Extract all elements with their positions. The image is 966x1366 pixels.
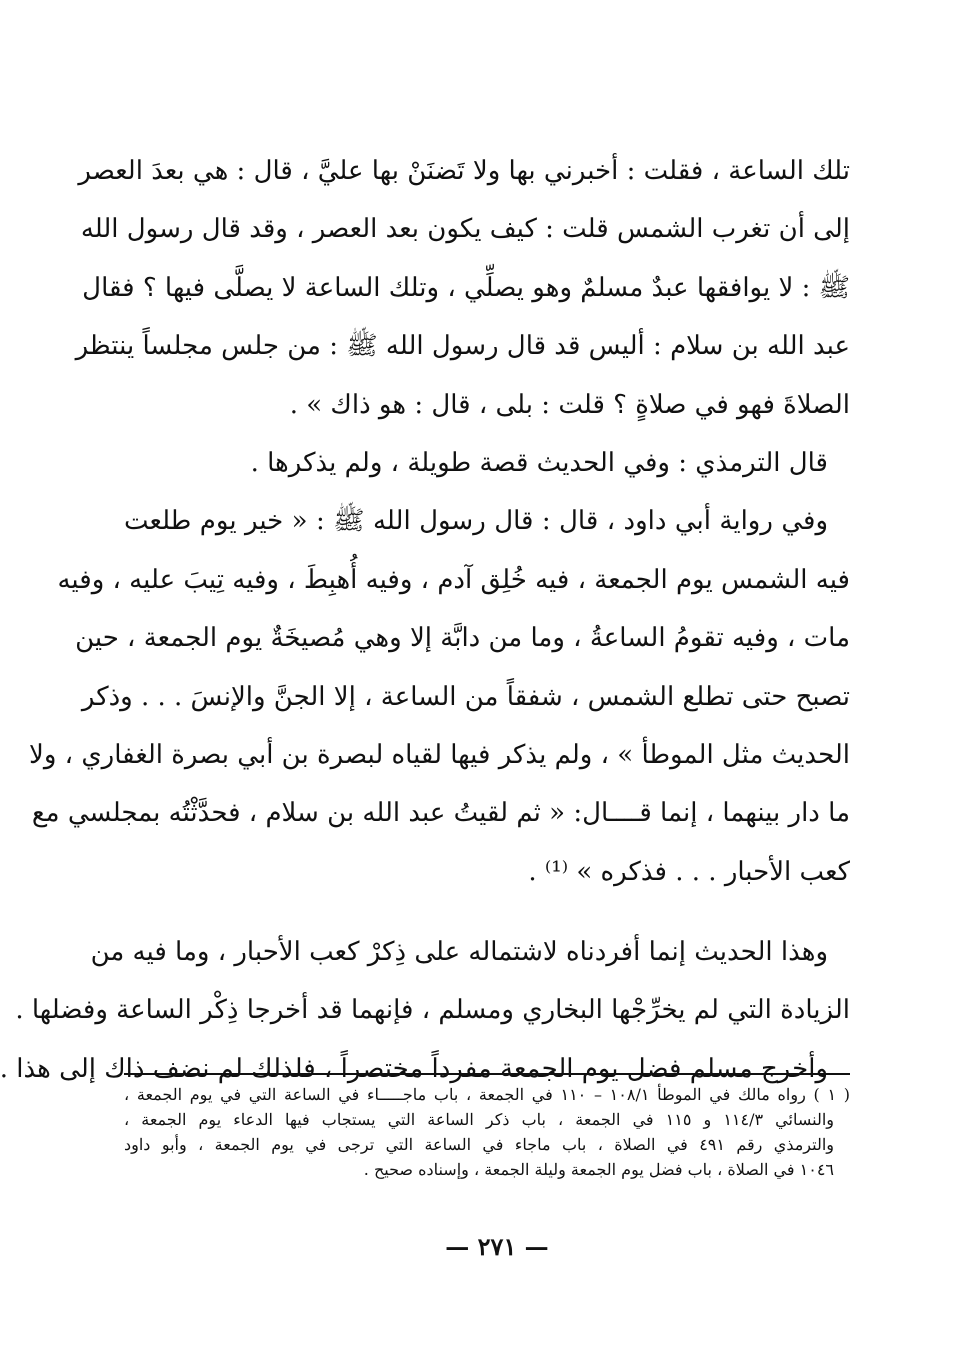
body-line-3: ﷺ : لا يوافقها عبدٌ مسلمٌ وهو يصلِّي ، وتلك الساعة لا يصلَّى فيها ؟ فقال (82, 272, 850, 303)
body-line-12: ما دار بينهما ، إنما قــــال: « ثم لقيتُ عبد الله بن سلام ، فحدَّثْتُه بمجلسي مع (31, 798, 850, 829)
body-line-14: وهذا الحديث إنما أفردناه لاشتماله على ذِكرْ كعب الأحبار ، وما فيه من (90, 937, 828, 968)
body-line-16: وأخرج مسلم فضل يوم الجمعة مفرداً مختصراً ، فلذلك لم نضف ذاك إلى هذا . (0, 1053, 828, 1084)
body-line-8: فيه الشمس يوم الجمعة ، فيه خُلِق آدم ، وفيه أُهبِطَ ، وفيه تِيبَ عليه ، وفيه (57, 564, 850, 595)
body-line-5: الصلاةَ فهو في صلاةٍ ؟ قلت : بلى ، قال : هو ذاك » . (289, 389, 850, 420)
body-line-1: تلك الساعة ، فقلت : أخبرني بها ولا تَضنَنْ بها عليَّ ، قال : هي بعدَ العصر (78, 156, 850, 186)
body-line-9: مات ، وفيه تقومُ الساعةُ ، وما من دابَّة إلا وهي مُصيخَةٌ يوم الجمعة ، حين (75, 623, 850, 654)
footnote-line-3: والترمذي رقم ٤٩١ في الصلاة ، باب ماجاء في الساعة التي ترجى في يوم الجمعة ، وأبو داود (124, 1135, 834, 1154)
body-text (0, 142, 850, 1098)
footnote-divider (124, 1073, 850, 1075)
body-line-2: إلى أن تغرب الشمس قلت : كيف يكون بعد العصر ، وقد قال رسول الله (80, 214, 850, 245)
footnote-line-2: والنسائي ١١٤/٣ و ١١٥ في الجمعة ، باب ذكر الساعة التي يستجاب فيها الدعاء يوم الجمعة ، (124, 1110, 834, 1129)
body-line-6: قال الترمذي : وفي الحديث قصة طويلة ، ولم يذكرها . (250, 447, 828, 478)
body-line-13: كعب الأحبار . . . فذكره » ⁽¹⁾ . (528, 856, 850, 887)
body-line-10: تصبح حتى تطلع الشمس ، شفقاً من الساعة ، إلا الجنَّ والإنسَ . . . وذكر (81, 681, 850, 712)
footnote-line-1: ( ١ ) رواه مالك في الموطأ ١٠٨/١ – ١١٠ في الجمعة ، باب ماجـــــاء في الساعة التي في يوم الجمعة ، (124, 1085, 851, 1104)
body-line-15: الزيادة التي لم يخرِّجْها البخاري ومسلم ، فإنهما قد أخرجا ذِكْر الساعة وفضلها . (15, 995, 850, 1026)
footnote-line-4: ١٠٤٦ في الصلاة ، باب فضل يوم الجمعة وليلة الجمعة ، وإسناده صحيح . (363, 1160, 834, 1179)
body-line-11: الحديث مثل الموطأ » ، ولم يذكر فيها لقياه لبصرة بن أبي بصرة الغفاري ، ولا (29, 739, 850, 770)
page-number: — ٢٧١ — (445, 1232, 549, 1261)
body-line-7: وفي رواية أبي داود ، قال : قال رسول الله ﷺ : « خير يوم طلعت (124, 506, 828, 537)
body-line-4: عبد الله بن سلام : أليس قد قال رسول الله ﷺ : من جلس مجلساً ينتظر (75, 331, 850, 362)
paragraph-gap (124, 901, 850, 923)
footnotes (124, 1082, 850, 1182)
